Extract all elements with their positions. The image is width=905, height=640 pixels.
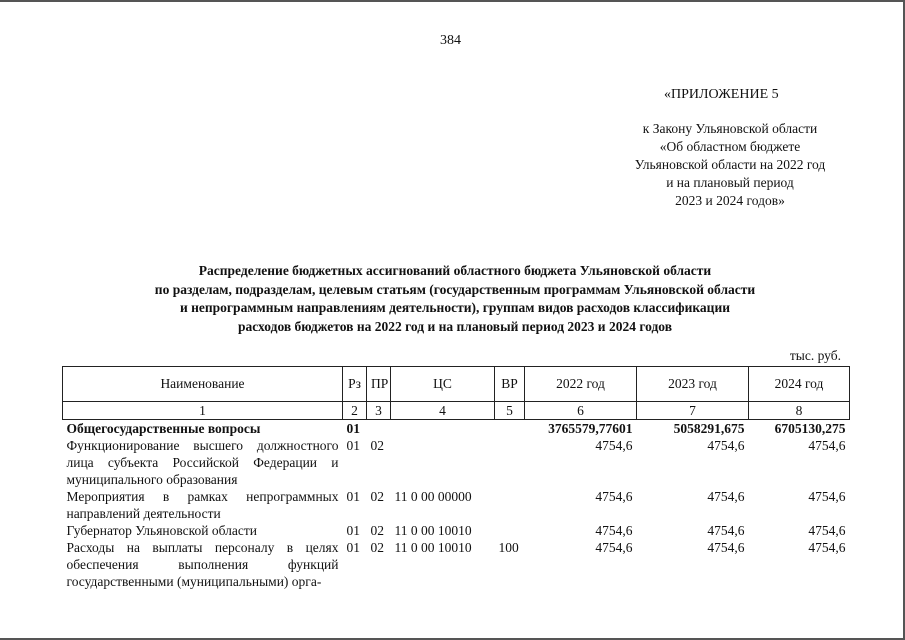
title-line: Распределение бюджетных ассигнований областного бюджета Ульяновской области [198,263,712,278]
title-line: расходов бюджетов на 2022 год и на плановый период 2023 и 2024 годов [237,318,673,334]
row-rz: 01 [346,540,360,555]
units-label: тыс. руб. [789,348,841,363]
law-reference-line: «Об областном бюджете [659,139,801,154]
table-header-row [63,367,850,402]
row-2022: 4754,6 [595,489,633,504]
column-number: 3 [367,402,391,420]
row-name: Расходы на выплаты персоналу в целях обеспечения выполнения функций государственными (муниципальными) орга- [66,540,339,589]
table-row [63,437,850,488]
row-2023: 5058291,675 [673,421,745,436]
title-line: и непрограммным направлениям деятельности), группам видов расходов классификации [179,300,731,315]
row-2023: 4754,6 [707,438,745,453]
row-2022: 3765579,77601 [548,421,633,436]
row-2024: 4754,6 [808,523,846,538]
row-2024: 6705130,275 [774,421,846,436]
row-2024: 4754,6 [808,438,846,453]
column-number: 1 [63,402,343,420]
row-vr: 100 [498,540,519,555]
column-number: 8 [749,402,850,420]
row-vr [495,522,525,539]
row-pr: 02 [370,540,384,555]
row-2024: 4754,6 [808,489,846,504]
row-2022: 4754,6 [595,523,633,538]
law-reference-line: 2023 и 2024 годов» [675,193,785,208]
header-2023: 2023 год [637,367,749,402]
row-2022: 4754,6 [595,540,633,555]
row-rz: 01 [346,438,360,453]
row-2023: 4754,6 [707,540,745,555]
column-number: 5 [495,402,525,420]
row-cs: 11 0 00 00000 [394,489,472,504]
row-rz: 01 [346,421,360,436]
row-2023: 4754,6 [707,523,745,538]
row-2022: 4754,6 [595,438,633,453]
table-row [63,522,850,539]
header-2024: 2024 год [749,367,850,402]
law-reference [605,120,855,210]
page-number: 384 [440,33,461,48]
header-rz: Рз [343,367,367,402]
column-number: 2 [343,402,367,420]
row-name: Функционирование высшего должностного лица субъекта Российской Федерации и муниципального образования [66,438,339,487]
law-reference-line: и на плановый период [666,175,794,190]
table-row [63,488,850,522]
header-vr: ВР [495,367,525,402]
row-cs [391,437,495,488]
row-pr [367,420,391,438]
row-vr [495,420,525,438]
row-2023: 4754,6 [707,489,745,504]
row-cs: 11 0 00 10010 [394,523,472,538]
appendix-title: «ПРИЛОЖЕНИЕ 5 [664,87,779,102]
row-pr: 02 [370,438,384,453]
law-reference-line: Ульяновской области на 2022 год [634,157,826,172]
title-line: по разделам, подразделам, целевым статьям (государственным программам Ульяновской области [154,281,756,297]
column-number: 6 [525,402,637,420]
budget-table [62,366,850,590]
row-pr: 02 [370,489,384,504]
column-number: 4 [391,402,495,420]
law-reference-line: к Закону Ульяновской области [642,121,818,136]
header-2022: 2022 год [525,367,637,402]
row-vr [495,437,525,488]
header-pr: ПР [367,367,391,402]
header-name: Наименование [63,367,343,402]
row-name: Губернатор Ульяновской области [66,523,258,538]
row-vr [495,488,525,522]
row-rz: 01 [346,523,360,538]
column-number-row [63,402,850,420]
table-row [63,420,850,438]
row-2024: 4754,6 [808,540,846,555]
row-cs [391,420,495,438]
header-cs: ЦС [391,367,495,402]
page-border-top [0,0,905,2]
row-cs: 11 0 00 10010 [394,540,472,555]
table-row [63,539,850,590]
column-number: 7 [637,402,749,420]
document-title [60,262,850,336]
row-pr: 02 [370,523,384,538]
row-rz: 01 [346,489,360,504]
row-name: Мероприятия в рамках непрограммных направлений деятельности [66,489,339,521]
row-name: Общегосударственные вопросы [66,421,261,436]
